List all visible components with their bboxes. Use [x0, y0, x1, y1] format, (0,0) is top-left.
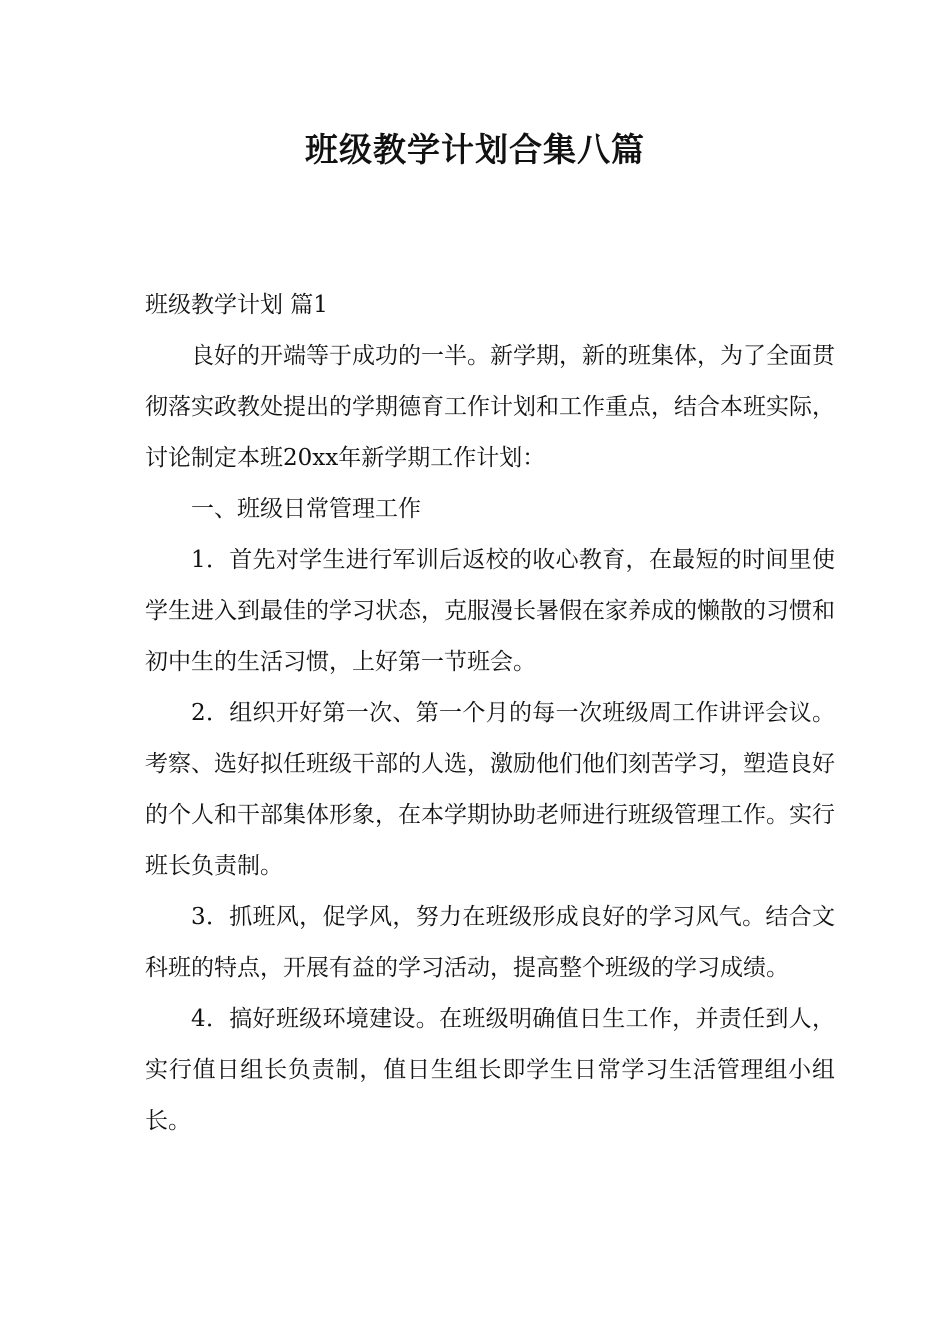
paragraph-item-1: 1．首先对学生进行军训后返校的收心教育，在最短的时间里使学生进入到最佳的学习状态，克服漫长暑假在家养成的懒散的习惯和初中生的生活习惯，上好第一节班会。: [145, 547, 835, 675]
document-body: [145, 280, 835, 1147]
paragraph-subheading: 一、班级日常管理工作: [191, 496, 421, 522]
document-title: 班级教学计划合集八篇: [305, 130, 645, 169]
paragraph-item-2: 2．组织开好第一次、第一个月的每一次班级周工作讲评会议。考察、选好拟任班级干部的人选，激励他们他们刻苦学习，塑造良好的个人和干部集体形象，在本学期协助老师进行班级管理工作。实行班长负责制。: [145, 700, 835, 879]
paragraph-item-4: 4．搞好班级环境建设。在班级明确值日生工作，并责任到人，实行值日组长负责制，值日生组长即学生日常学习生活管理组小组长。: [145, 1006, 835, 1134]
section-heading: 班级教学计划 篇1: [145, 292, 328, 318]
paragraph-item-3: 3．抓班风，促学风，努力在班级形成良好的学习风气。结合文科班的特点，开展有益的学习活动，提高整个班级的学习成绩。: [145, 904, 835, 981]
paragraph-intro: 良好的开端等于成功的一半。新学期，新的班集体，为了全面贯彻落实政教处提出的学期德育工作计划和工作重点，结合本班实际，讨论制定本班20xx年新学期工作计划：: [145, 343, 835, 471]
